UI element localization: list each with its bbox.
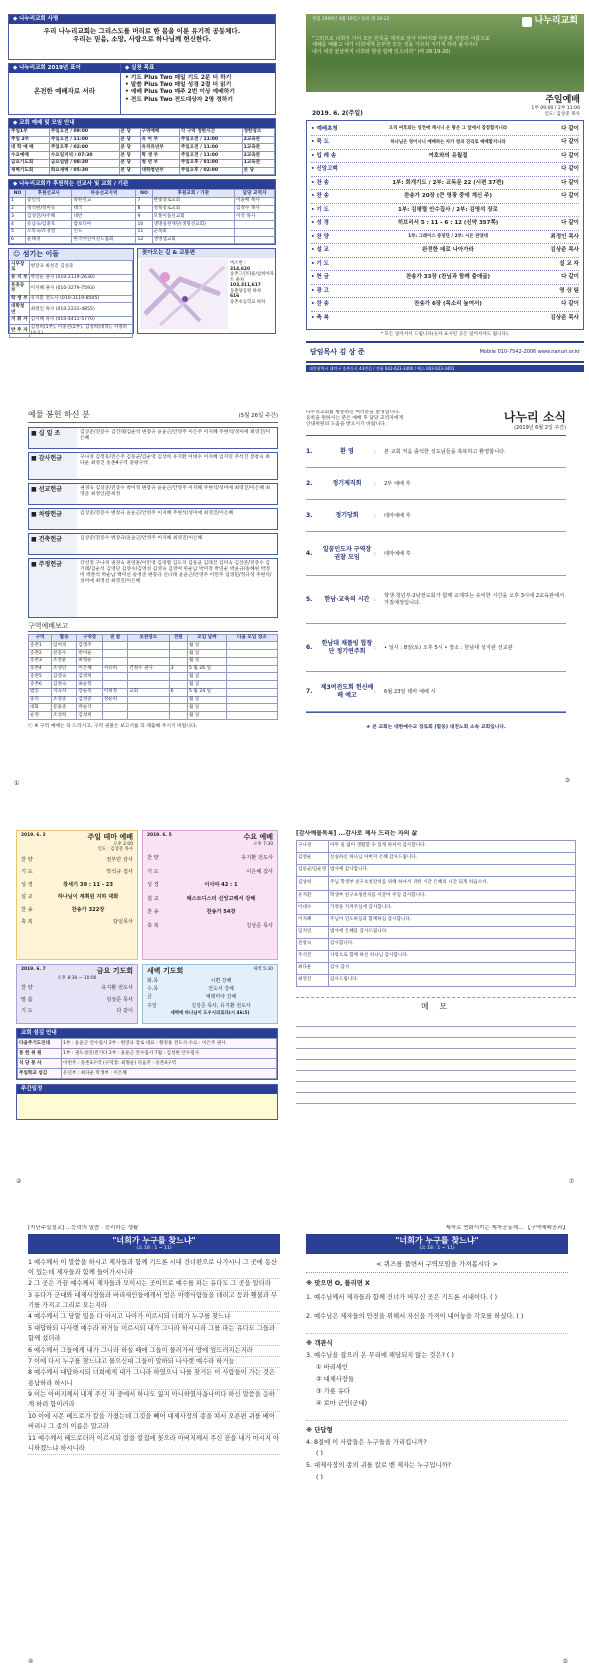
table-row: 주일1부 주일오전 / 09:00 본 당 구역예배 각 구역 정한시간 정한장소 (10, 128, 275, 136)
order-row: • 찬 송 1부: 회개기도 / 2부: 교독문 22 (시편 37편) 다 같이 (311, 177, 579, 191)
service-row: 찬 양 전부만 감사 (21, 856, 133, 863)
service-row: 찬 송 찬송가 322장 (21, 906, 105, 913)
news-item: 7. 제3여전도회 헌신예배 예고 : 6월 23일 테마 예배 시 (306, 672, 566, 712)
quiz-section-ox: ※ 맞으면 O, 틀리면 X 1. 예수님께서 제자들과 함께 건너가 머무신 곳은 기드론 시내이다. ( ) 2. 예수님은 제자들의 안전을 위해서 자신을 가져이 내어놓을 각오를 하셨다. ( ) (306, 1279, 568, 1323)
staff-table (9, 260, 133, 338)
news-list (306, 435, 566, 713)
thanks-table (296, 840, 576, 987)
cell-report-note: ⓒ ※ 구역 예배는 꼭 드리시고, 구역 권찰은 보고서를 꼭 제출해 주시기 바랍니다. (28, 723, 198, 729)
goal-text: 온전한 예배자로 서라 (33, 86, 96, 95)
verse-text: 5 대답하되 나사렛 예수라 하거늘 이르시되 내가 그니라 하시니라 그를 파는 유다도 그들과 함께 섰더라 (28, 1324, 280, 1346)
table-row: 이대수 가정을 지켜주심에 감사합니다. (297, 902, 576, 914)
offering-row: ■ 건축헌금 김상준/전증수 변장규/윤윤근/안영주 이지혜 최영진/이은혜 (28, 533, 278, 555)
service-row: 기 도 박석규 집사 (21, 869, 133, 876)
memo-box (296, 997, 576, 1104)
mission-box (8, 179, 276, 245)
quiz-item: 5. 대제사장의 종의 귀를 칼로 벤 제자는 누구입니까? (306, 1462, 452, 1470)
offering-title: 예물 봉헌 하신 분 (28, 410, 90, 419)
table-row: 법동 지숙자 강순옥 이희정 교회 6 5 월 24 일 (29, 688, 278, 696)
table-row: 김동균/김순영 범사에 감사합니다. (297, 864, 576, 876)
quiz-item: 4. 8절에 이 사람들은 누구들을 가리킵니까? (306, 1438, 427, 1446)
news-item: 6. 한남대 채플빙 합창단 정기연주회 : • 일시 : 8일(토) 오후 5시 • 장소 : 한남대 성지관 선교관 (306, 624, 566, 672)
verse-text: 4 예수께서 그 당할 일을 다 아시고 나아가 이르시되 너희가 누구를 찾느냐 (28, 1312, 280, 1323)
table-row: 1 송인석 북한선교 7 한빛장로교회 이윤배 목사 (10, 197, 275, 205)
table-header-row: NO 후원선교사 파송선교지역 NO 후원교회 / 기관 담당 교역자 (10, 190, 275, 198)
quiz-answer-blank: ( ) (316, 1450, 323, 1458)
offering-row: ■ 선교헌금 권경숙 김상준/전증수 박미정 변장규 윤윤근/안영주 이지혜 주현석/성미애 최영진/이은혜 최영준 최정인/문희정 (28, 483, 278, 505)
table-row: 6 윤태경 한국어린이전도협회 12 생명샘교회 (10, 236, 275, 244)
church-name: 나누리교회 (534, 16, 578, 26)
table-row: 반 주 자 김성희(1부), 이홍선(2부), 김성희(대학), 서정희(수요) (10, 324, 133, 337)
table-row: 송촌4 조성단 이은혜 서유희 건정우 권사 3 5 월 26 일 (29, 665, 278, 673)
service-leader: 인도: 김상준 목사 (544, 111, 580, 117)
quiz-option: ③ 가룟 유다 (316, 1387, 350, 1395)
table-row: 순정 조성희 김성희 월 일 (29, 712, 278, 720)
offering-list (28, 427, 278, 618)
offering-row: ■ 주정헌금 강선정 구나경 권경숙 권영훈/이민영 김경렬 김도지 김동균 김래진 김미숙 김상준/전증수 김기태/김순석 김영단 김영수/김영성 김영숙 김영여 한순남 박미정 박연순 박윤규/송혜원 박정미 박춘석 박순남 백미선 송영준 변장규 신나래 윤윤근/안영주 이민주 임경민/정규성 주현석/성미애 최영선 최영진/이은혜 (28, 558, 278, 618)
table-row: 대 학 예 배 주일오후 / 02:00 본 당 유치유년부 주일오전 / 11:00 1교육관 (10, 144, 275, 152)
page-number: ⑦ (568, 1177, 574, 1185)
news-item: 2. 정기제직회 : 2부 예배 후 (306, 468, 566, 500)
mission-table (9, 189, 275, 244)
service-row: 찬 송 찬송가 54장 (147, 909, 236, 916)
left-panel (28, 1225, 280, 1665)
table-row: 유초등부 이지혜 권사 (010-3279-7593) (10, 282, 133, 295)
quiz-option: ① 바리새인 (316, 1363, 348, 1371)
table-row: 학 생 부 유지환 전도사 (010-3119-8505) (10, 295, 133, 303)
quiz-label: 제자로 연화시키는 제자공동체... 【구역예배공과】 (445, 1225, 568, 1231)
table-row: 봉 헌 위 원 1부 : 권도성연/전기다 2부 : 윤윤근 안수집사 7월 : 김성현 안수집사 (18, 1048, 277, 1058)
order-row: • 묵 도 하나님은 영이시니 예배하는 자가 영과 진리로 예배할지니라 다 같이 (311, 136, 579, 150)
cover-banner (306, 14, 584, 92)
footer-pastor: 담임목사 김 상 준 (310, 348, 365, 357)
verse-text: 7 이에 다시 누구를 찾느냐고 물으신대 그들이 말하되 나사렛 예수라 하거늘 (28, 1357, 280, 1368)
offering-row: ■ 십 일 조 김상준/전증수 김건태/김순석 변장규 윤윤근/안영주 이은주 이지혜 주현석/성미애 최영진/이은혜 (28, 427, 278, 449)
worship-schedule-box (8, 118, 276, 176)
quiz-banner: < 퀴즈를 풀면서 구역모임을 가져봅시다 > (306, 1260, 568, 1273)
offering-row: ■ 차량헌금 김상준/전증수 변장규 윤윤근/안영주 이지혜 주현석/성미애 최영진/이은혜 (28, 508, 278, 530)
service-row: 기 도 다 같이 (21, 1008, 133, 1015)
sermon-title: "너희가 누구를 찾느냐" (요 18 : 1 ~ 11) (28, 1234, 280, 1254)
sermon-label: [지난주일설교] ...능력의 말씀 · 승리하는 생활 (28, 1225, 139, 1231)
news-item: 3. 정기당회 : 테마예배 후 (306, 500, 566, 532)
table-row: 김영순 신실하신 하나님 아버지 은혜 감사드립니다. (297, 852, 576, 864)
memo-lines (296, 1016, 576, 1104)
order-row: • 찬 양 1부: 그레이스 중창단 / 2부: 시온 찬양대 최정인 목사 (311, 231, 579, 245)
table-row: 주석진 사랑으로 함께 하신 하나님 감사합니다. (297, 950, 576, 962)
vision-box (8, 14, 276, 60)
vision-text (9, 24, 275, 46)
order-row: • 광 고 영 상 팀 (311, 285, 579, 299)
bulletin-page-2 (8, 410, 584, 790)
table-row: 4 유남숙/김종호 캄보디아 10 생명실천재단(생명선교회) (10, 221, 275, 229)
dawn-box: 새벽 기도회 새벽 5:30 화,목 시편 강해 수,목 전도서 강해 금 예레미야 강해 주일 김상준 목사, 유지환 전도사 새벽에 하나님이 도우시리로다(시 46:5) (142, 964, 278, 1024)
verse-text: 11 예수께서 베드로더러 이르시되 칼을 칼집에 꽂으라 아버지께서 주신 잔을 내가 마시지 아니하겠느냐 하시니라 (28, 1434, 280, 1456)
table-row: 유 지 부 박연순 권사 (010-2119-2630) (10, 274, 133, 282)
weekly-notice-box (16, 1084, 278, 1120)
table-row: 송촌1 임여경 김명주 월 일 (29, 642, 278, 650)
table-row: 최다운 감사 감사 (297, 962, 576, 974)
table-row: 대화 문용준 박순석 월 일 (29, 704, 278, 712)
service-row: 기 도 이은혜 집사 (147, 868, 273, 875)
service-row: 화,목 시편 강해 (147, 977, 232, 984)
table-row: 수요예배 수요일저녁 / 07:30 본 당 학 생 부 주일오전 / 11:00 2교육관 (10, 152, 275, 160)
verse-text: 2 그 곳은 가끔 예수께서 제자들과 모이시는 곳이므로 예수를 파는 유다도 그 곳을 알더라 (28, 1279, 280, 1290)
table-row: 송촌6 김정숙 최순학 월 일 (29, 681, 278, 689)
verse-text: 9 이는 아버지께서 내게 주신 자 중에서 하나도 잃지 아니하였사옵나이다 하신 말씀을 응하게 하려 함이러라 (28, 1390, 280, 1412)
order-row: • 입 례 송 여호와의 유월절 다 같이 (311, 150, 579, 164)
map-image (140, 259, 228, 329)
worship-schedule-table (9, 128, 275, 175)
welcome-text: 나누리교회를 방문하신 여러분을 환영합니다. 등록을 원하시는 분은 예배 후 담당 교역자에게 안내위원의 도움을 받으시기 바랍니다. (306, 410, 404, 427)
thanks-title: [감사예물목록] ...감사로 제사 드리는 자의 삶 (296, 830, 418, 837)
practice-list (121, 73, 275, 106)
goal-title: ◆ 나누리교회 2019년 표어 (9, 64, 120, 73)
vision-line-2: 우리는 믿음, 소망, 사랑으로 하나님께 헌신한다. (72, 35, 212, 43)
service-row: 성 경 이사야 42 : 1 (147, 882, 238, 889)
duty-table (17, 1038, 277, 1079)
quiz-item: 2. 예수님은 제자들의 안전을 위해서 자신을 가져이 내어놓을 각오를 하셨다. ( ) (306, 1313, 524, 1321)
table-row: 송촌2 전증수 박미순 월 일 (29, 650, 278, 658)
table-row: 구나경 아무 일 없이 생활할 수 있게 하셔서 감사합니다. (297, 840, 576, 852)
practice-item: • 말씀 Plus Two 매일 성경 2절 더 읽기 (125, 82, 232, 89)
practice-item: • 전도 Plus Two 전도대상자 2명 정하기 (125, 96, 233, 103)
table-row: 대학청년 최정인 목사 (010-2231-4855) (10, 303, 133, 316)
service-row: 찬 양 유지환 전도사 (21, 985, 133, 992)
footer-address: 대전광역시 대덕구 송촌동로 43번길 / 전화 042-623-3400 / 팩스 042-623-3401 (306, 365, 584, 372)
quiz-section-short: ※ 단답형 4. 8절에 이 사람들은 누구들을 가리킵니까? ( ) 5. 대제사장의 종의 귀를 칼로 벤 제자는 누구입니까? ( ) (306, 1420, 568, 1485)
table-row: 식 당 봉 사 이번주 : 송촌3구역 (구역장: 최형순) 다음주 : 송촌4구역 (18, 1058, 277, 1068)
news-item: 5. 한남·교육의 시간 : 학생·청년부·2남전도회가 함께 교제하는 유익한 시간을 오후 3시에 2교육관에서 가질예정입니다. (306, 576, 566, 624)
order-row: • 기 도 1부: 김평렬 안수집사 / 2부: 김영석 장로 (311, 204, 579, 218)
news-item: 1. 환 영 : 본 교회 처음 출석한 성도님들을 축복하고 환영합니다. (306, 436, 566, 468)
offering-week: (5월 26일 주간) (238, 413, 278, 420)
mission-title: ◆ 나누리교회가 후원하는 선교사 및 교회 / 기관 (9, 180, 275, 189)
table-row: 이지혜 주님이 인도하심과 함께하심 감사합니다. (297, 914, 576, 926)
page-number: ④ (28, 1657, 34, 1665)
table-row: 주일학교 섬김 유년부 : 최다운 학생부 : 이은혜 (18, 1068, 277, 1078)
verses (28, 1258, 280, 1456)
service-row: 축 복 김상준 목사 (147, 922, 273, 929)
table-row: 주일 2부 주일오전 / 11:00 본 당 유 아 부 주일오전 / 11:00 2교육관 (10, 136, 275, 144)
service-row: 수,목 전도서 강해 (147, 986, 234, 992)
quiz-answer-blank: ( ) (316, 1474, 323, 1482)
table-row: 송촌3 조영윤 최형순 월 일 (29, 657, 278, 665)
service-row: 찬 양 유지환 전도사 (147, 855, 273, 862)
table-row: 지 휘 자 김지혜 목사 (010-4411-5770) (10, 316, 133, 324)
practice-item: • 기도 Plus Two 매일 기도 2분 더 하기 (125, 74, 232, 81)
table-row: 전창숙 감사합니다. (297, 938, 576, 950)
table-row: 유지환 학생부 친구초청잔치를 이끌어 주심 감사합니다. (297, 890, 576, 902)
goal-box (8, 63, 276, 115)
footer-note: * 모든 일어서서 드립니다(숫자 표시된 곳은 일어서셔도 됩니다). (380, 331, 510, 337)
left-panel (28, 410, 278, 790)
order-row: • 성 경 히브리서 5 : 11 - 6 : 12 (신약 357쪽) 다 같이 (311, 217, 579, 231)
logo-icon (522, 17, 532, 27)
table-row: 5 오복숙/조경영 인도 11 군목회 (10, 228, 275, 236)
service-row: 성 경 창세기 39 : 11 - 23 (21, 881, 113, 888)
verse-text: 3 유다가 군대와 대제사장들과 바리새인들에게서 얻은 아랫사람들을 데리고 등과 횃불과 무기를 가지고 그리로 오는지라 (28, 1291, 280, 1313)
practice-title: ◆ 실천 목표 (121, 64, 275, 73)
bulletin-page-4 (8, 1225, 584, 1665)
footer-contact: Mobile 010-7542-2006 www.nanuri.or.kr (479, 349, 580, 356)
footer-banner (306, 341, 584, 363)
service-row: 금 예레미야 강해 (147, 994, 237, 1001)
verse-text: 1 예수께서 이 말씀을 하시고 제자들과 함께 기드론 시내 건너편으로 나가시니 그 곳에 동산이 있는데 제자들과 함께 들어가시니라 (28, 1258, 280, 1280)
table-row: 금요기도회 금요일밤 / 08:30 본 당 청 년 부 주일오후 / 01:00 1교육관 (10, 159, 275, 167)
bulletin-page-1 (8, 14, 584, 386)
header-date: 창립 1999년 4월 19일 / 등록 제 20-22 (312, 17, 390, 22)
table-row: 시무장로 변장규 최성진 김성준 (10, 261, 133, 274)
bus-info: 버스번 : 314,620 송촌그린타운/삼희아파트 하차 103,311,617 동춘당공원 하차 616 송촌초등학교 하차 (230, 261, 274, 305)
table-row: 다음주기도인대 1부 : 윤윤근 안수집사 2부 : 변장규 장로 대표 : 황정훈 전도사 수요 : 이은주 권사 (18, 1038, 277, 1048)
service-row: 축 복 담임목사 (21, 919, 133, 926)
news-title: 나누리 소식 (503, 410, 566, 424)
table-row: 임지연 범사에 은혜를 감사드립니다. (297, 926, 576, 938)
verse-text: 10 이에 시몬 베드로가 칼을 가졌는데 그것을 빼어 대제사장의 종을 쳐서 오른편 귀를 베어버리니 그 종의 이름은 말고라 (28, 1412, 280, 1434)
order-row: • 기 도 설 교 자 (311, 258, 579, 272)
service-date: 2019. 6. 2(주일) (312, 110, 363, 118)
order-row: • 축 복 김상준 목사 (311, 315, 579, 322)
table-row: 새벽기도회 화요새벽 / 05:30 본 당 대학청년부 주일오후 / 02:00 본 당 (10, 167, 275, 175)
friday-box: 2019. 6. 7 금요 기도회 오후 8:30 ~ 10:00 찬 양 유지환 전도사 말 씀 김상준 목사 기 도 다 같이 (16, 964, 138, 1024)
service-title: 주일예배 (545, 95, 580, 105)
sunday-theme-box: 2019. 6. 2 주일 테마 예배 오후 2:00 인도 : 김상준 목사 찬 양 전부만 감사 기 도 박석규 집사 성 경 창세기 39 : 11 - 23 설 교 하나님이 계획된 지하 대화 찬 송 찬송가 322장 축 복 담임목사 (16, 830, 138, 960)
quiz-option: ② 대제사장들 (316, 1375, 355, 1383)
bulletin-page-3 (8, 830, 584, 1185)
right-panel (306, 1225, 568, 1665)
page-number: ② (16, 1177, 22, 1185)
service-times: 1부 09:00 / 2부 11:00 (531, 106, 580, 112)
table-row: 2 정석현/정미숙 태국 8 성북장로교회 김정수 목사 (10, 205, 275, 213)
staff-box (8, 248, 134, 334)
quiz-item: 1. 예수님께서 제자들과 함께 건너가 머무신 곳은 기드론 시내이다. ( ) (306, 1294, 498, 1302)
page-number: ① (14, 780, 20, 787)
worship-schedule-title: ◆ 교회 예배 및 모임 안내 (9, 119, 275, 128)
service-row: 말 씀 김상준 목사 (21, 996, 133, 1003)
right-panel (296, 830, 576, 1185)
verse-text: 6 예수께서 그들에게 내가 그니라 하실 때에 그들이 물러가서 땅에 엎드러지는지라 (28, 1346, 280, 1357)
table-row: 송촌5 김영숙 김영희 월 일 (29, 673, 278, 681)
order-row: • 예배초청 오직 여호와는 성전에 계시니 온 땅은 그 앞에서 잠잠할지니라 다 같이 (311, 123, 579, 137)
left-panel (16, 830, 278, 1185)
order-row: • 찬 송 찬송가 20장 (큰 영광 중에 계신 주) 다 같이 (311, 190, 579, 204)
right-panel (306, 410, 566, 790)
cell-report-table (28, 634, 278, 720)
quiz-title: "너희가 누구를 찾느냐" (요 18 : 1 ~ 11) (306, 1234, 568, 1254)
vision-title: ◆ 나누리교회 사명 (9, 15, 275, 24)
duty-title: 교회 섬김 안내 (17, 1029, 277, 1038)
service-row: 설 교 하나님이 계획된 지하 대화 (21, 894, 119, 901)
church-logo (522, 16, 578, 27)
map-box (137, 248, 276, 334)
memo-title: 메 모 (421, 1001, 451, 1011)
quiz-section-choice: ※ 객관식 3. 예수님을 잡으러 온 무리에 해당되지 않는 것은? ( ) ① 바리새인 ② 대제사장들 ③ 가룟 유다 ④ 로마 군인(군대) (306, 1333, 568, 1410)
order-of-worship (306, 120, 584, 330)
table-row: 중리 조영준 김영준 정순희 월 일 (29, 696, 278, 704)
service-row: 주일 김상준 목사, 유지환 전도사 (147, 1002, 251, 1009)
table-row: 김상희 주님 학생부 친구초청잔치를 위해 하셔서 귀한 시간 은혜의 시간 되게 하옵소서. (297, 876, 576, 890)
verse-text: 8 예수께서 대답하시되 너희에게 내가 그니라 하였으니 나를 찾거든 이 사람들이 가는 것은 용납하라 하시니 (28, 1368, 280, 1390)
table-row: 3 김성진/차주혜 대만 9 모퉁이돌선교회 이삭 목사 (10, 213, 275, 221)
news-footer: ★ 본 교회는 대한예수교 장로회 (합동) 대전노회 소속 교회입니다. (366, 725, 506, 731)
table-row: 최영진 감사드립니다. (297, 974, 576, 986)
order-row: • 헌 금 찬송가 33장 (찬님과 함께 출애굽) 다 같이 (311, 271, 579, 285)
service-row: 설 교 헤스트디스터 신앙고백서 강해 (147, 895, 256, 902)
practice-item: • 예배 Plus Two 매주 2번 이상 예배하기 (125, 89, 235, 96)
page-number: ⑤ (562, 1657, 568, 1665)
quiz-option: ④ 로마 군인(군대) (316, 1399, 368, 1407)
right-panel (306, 14, 584, 386)
wednesday-box: 2019. 6. 5 수요 예배 오후 7:30 찬 양 유지환 전도사 기 도 이은혜 집사 성 경 이사야 42 : 1 설 교 헤스트디스터 신앙고백서 강해 찬 송 찬송가 54장 축 복 김상준 목사 (142, 830, 278, 960)
map-title: 찾아오는 길 & 교통편 (138, 249, 275, 258)
order-row: • 신앙고백 다 같이 (311, 163, 579, 177)
quiz-item: 3. 예수님을 잡으러 온 무리에 해당되지 않는 것은? ( ) (306, 1351, 454, 1359)
offering-row: ■ 감사헌금 구나경 김정동/전은주 김동균/김순영 김상희 유지환 이대수 이지혜 임지연 주석진 전창숙 최다운 최영진 송촌4구역 중왕구역 (28, 452, 278, 480)
order-row: • 설 교 완전한 데로 나아가라 김상준 목사 (311, 244, 579, 258)
staff-map-row (8, 248, 276, 334)
order-row: • 찬 송 찬송가 6장 (목소리 높여서) 다 같이 (311, 298, 579, 312)
table-header-row: 구역 활동 구역장 권 찰 보관장소 전원 모임 날짜 다음 모임 장소 (29, 634, 278, 642)
header-verse: “그러므로 너희가 가서 모든 민족을 제자로 삼아 아버지와 아들과 성령의 이름으로 세례를 베풀고 내가 너희에게 분부한 모든 것을 가르쳐 지키게 하라 볼지어다 내가 세상 끝날까지 너희와 항상 함께 있으리라” (마 28:19-20) (312, 36, 490, 55)
duty-box (16, 1028, 278, 1080)
vision-line-1: 우리 나누리교회는 그리스도를 머리로 한 몸을 이룬 유기적 공동체다. (43, 26, 241, 35)
weekly-notice-title: 주간일정 (17, 1085, 277, 1094)
page-number: ③ (564, 776, 570, 784)
news-item: 4. 일꿈인도자 구역장 권찰 모임 : 테마예배 후 (306, 532, 566, 576)
staff-title: ☺ 섬기는 이들 (9, 249, 133, 260)
cell-report-title: 구역예배보고 (28, 622, 278, 632)
news-week: (2019년 6월 2일 주간) (514, 425, 566, 431)
left-panel (8, 14, 276, 386)
